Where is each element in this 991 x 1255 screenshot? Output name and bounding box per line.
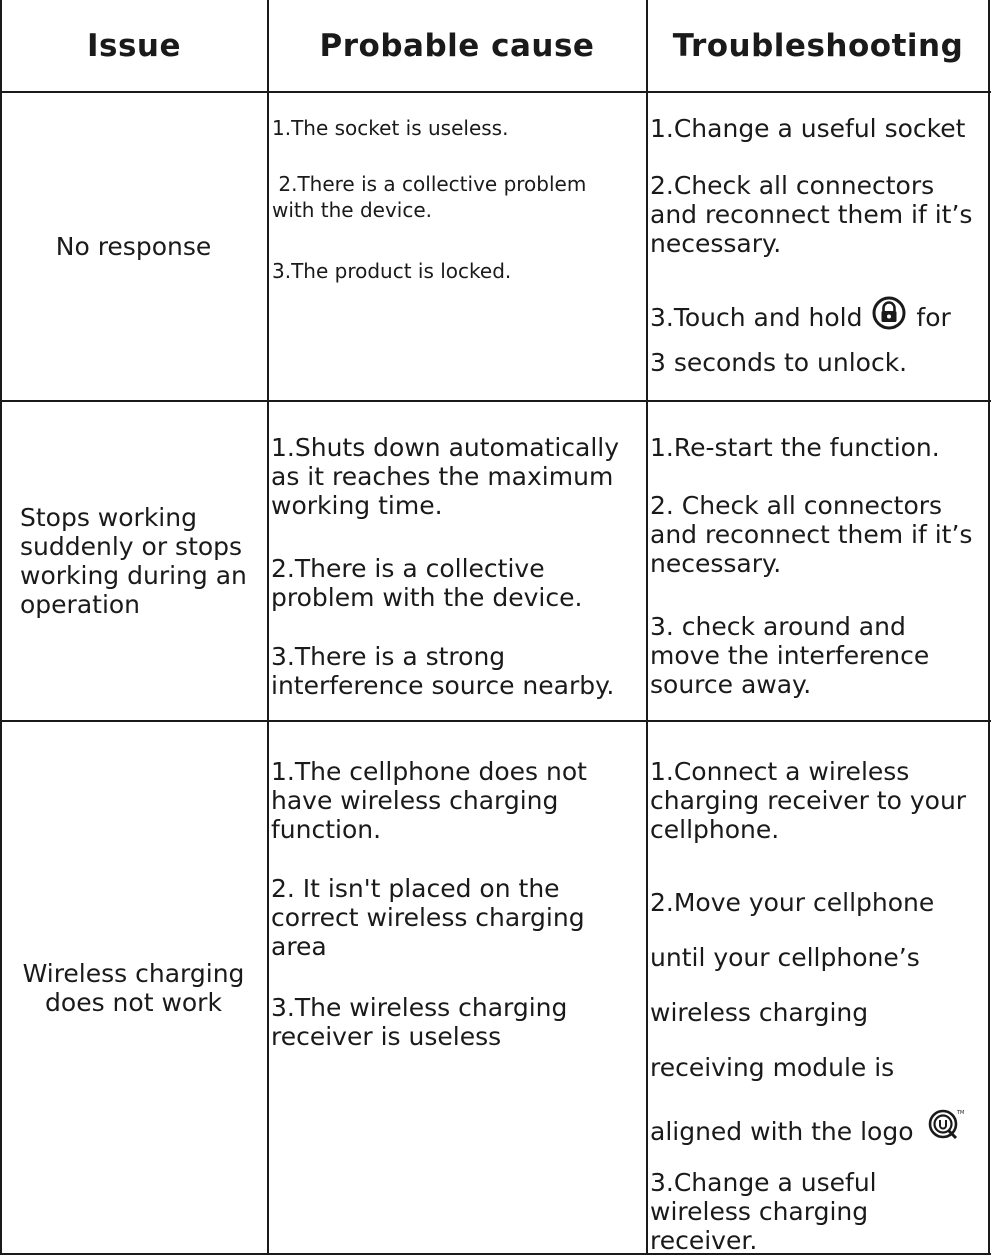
header-troubleshooting: Troubleshooting (672, 28, 964, 64)
issue-no-response: No response (55, 232, 212, 261)
fix-item: and reconnect them if it’s (650, 520, 973, 549)
cause-item: 2. It isn't placed on the (271, 874, 560, 903)
fix-item: necessary. (650, 549, 782, 578)
fix-item: 2.Check all connectors (650, 171, 935, 200)
cause-item: 1.The socket is useless. (272, 116, 509, 140)
fix-item: until your cellphone’s (650, 943, 920, 972)
cause-item: area (271, 932, 327, 961)
fix-item: move the interference (650, 641, 930, 670)
qi-logo-icon (927, 1108, 963, 1148)
issue-line: does not work (45, 988, 222, 1017)
issue-stops-working (0, 402, 267, 720)
cause-item: working time. (271, 491, 443, 520)
cause-item: 1.The cellphone does not (271, 757, 587, 786)
fix-item: cellphone. (650, 815, 780, 844)
header-probable-cause: Probable cause (319, 28, 595, 64)
issue-wireless-charging (0, 722, 267, 1254)
cause-item: as it reaches the maximum (271, 462, 614, 491)
fix-item: necessary. (650, 229, 782, 258)
fix-item: 2.Move your cellphone (650, 888, 935, 917)
fix-item: 1.Re-start the function. (650, 433, 940, 462)
fix-item: wireless charging (650, 1197, 869, 1226)
fix-item: receiving module is (650, 1053, 895, 1082)
fix-item: and reconnect them if it’s (650, 200, 973, 229)
svg-text:TM: TM (957, 1110, 965, 1116)
table-border-right (988, 0, 990, 1255)
issue-line: working during an (20, 561, 247, 590)
issue-line: operation (20, 590, 141, 619)
fix-item: 3 seconds to unlock. (650, 348, 908, 377)
fix-item: receiver. (650, 1226, 758, 1255)
issue-line: Stops working (20, 503, 197, 532)
cause-item: have wireless charging (271, 786, 559, 815)
fix-text: 3.Touch and hold (650, 303, 863, 332)
column-divider-1 (267, 0, 269, 1255)
cause-item: receiver is useless (271, 1022, 502, 1051)
fix-item-with-lock (650, 296, 951, 336)
cause-item: 1.Shuts down automatically (271, 433, 620, 462)
header-issue: Issue (86, 28, 182, 64)
fix-text: aligned with the logo (650, 1117, 914, 1146)
fix-item: source away. (650, 670, 812, 699)
lock-icon (872, 296, 906, 336)
fix-item-with-logo (650, 1108, 963, 1148)
cause-item: correct wireless charging (271, 903, 585, 932)
fix-item: charging receiver to your (650, 786, 967, 815)
cause-item: problem with the device. (271, 583, 583, 612)
fix-item: 3. check around and (650, 612, 906, 641)
cause-item: 2.There is a collective problem (272, 172, 587, 196)
cause-item: 3.The product is locked. (272, 259, 512, 283)
fix-item: 2. Check all connectors (650, 491, 943, 520)
fix-item: 1.Change a useful socket (650, 114, 966, 143)
cause-item: 2.There is a collective (271, 554, 545, 583)
cause-item: 3.There is a strong (271, 642, 506, 671)
cause-item: with the device. (272, 198, 433, 222)
fix-item: wireless charging (650, 998, 869, 1027)
cause-item: 3.The wireless charging (271, 993, 568, 1022)
cause-item: function. (271, 815, 382, 844)
column-divider-2 (646, 0, 648, 1255)
fix-text: for (916, 303, 951, 332)
issue-line: suddenly or stops (20, 532, 243, 561)
issue-line: Wireless charging (22, 959, 245, 988)
fix-item: 1.Connect a wireless (650, 757, 910, 786)
cause-item: interference source nearby. (271, 671, 615, 700)
fix-item: 3.Change a useful (650, 1168, 877, 1197)
